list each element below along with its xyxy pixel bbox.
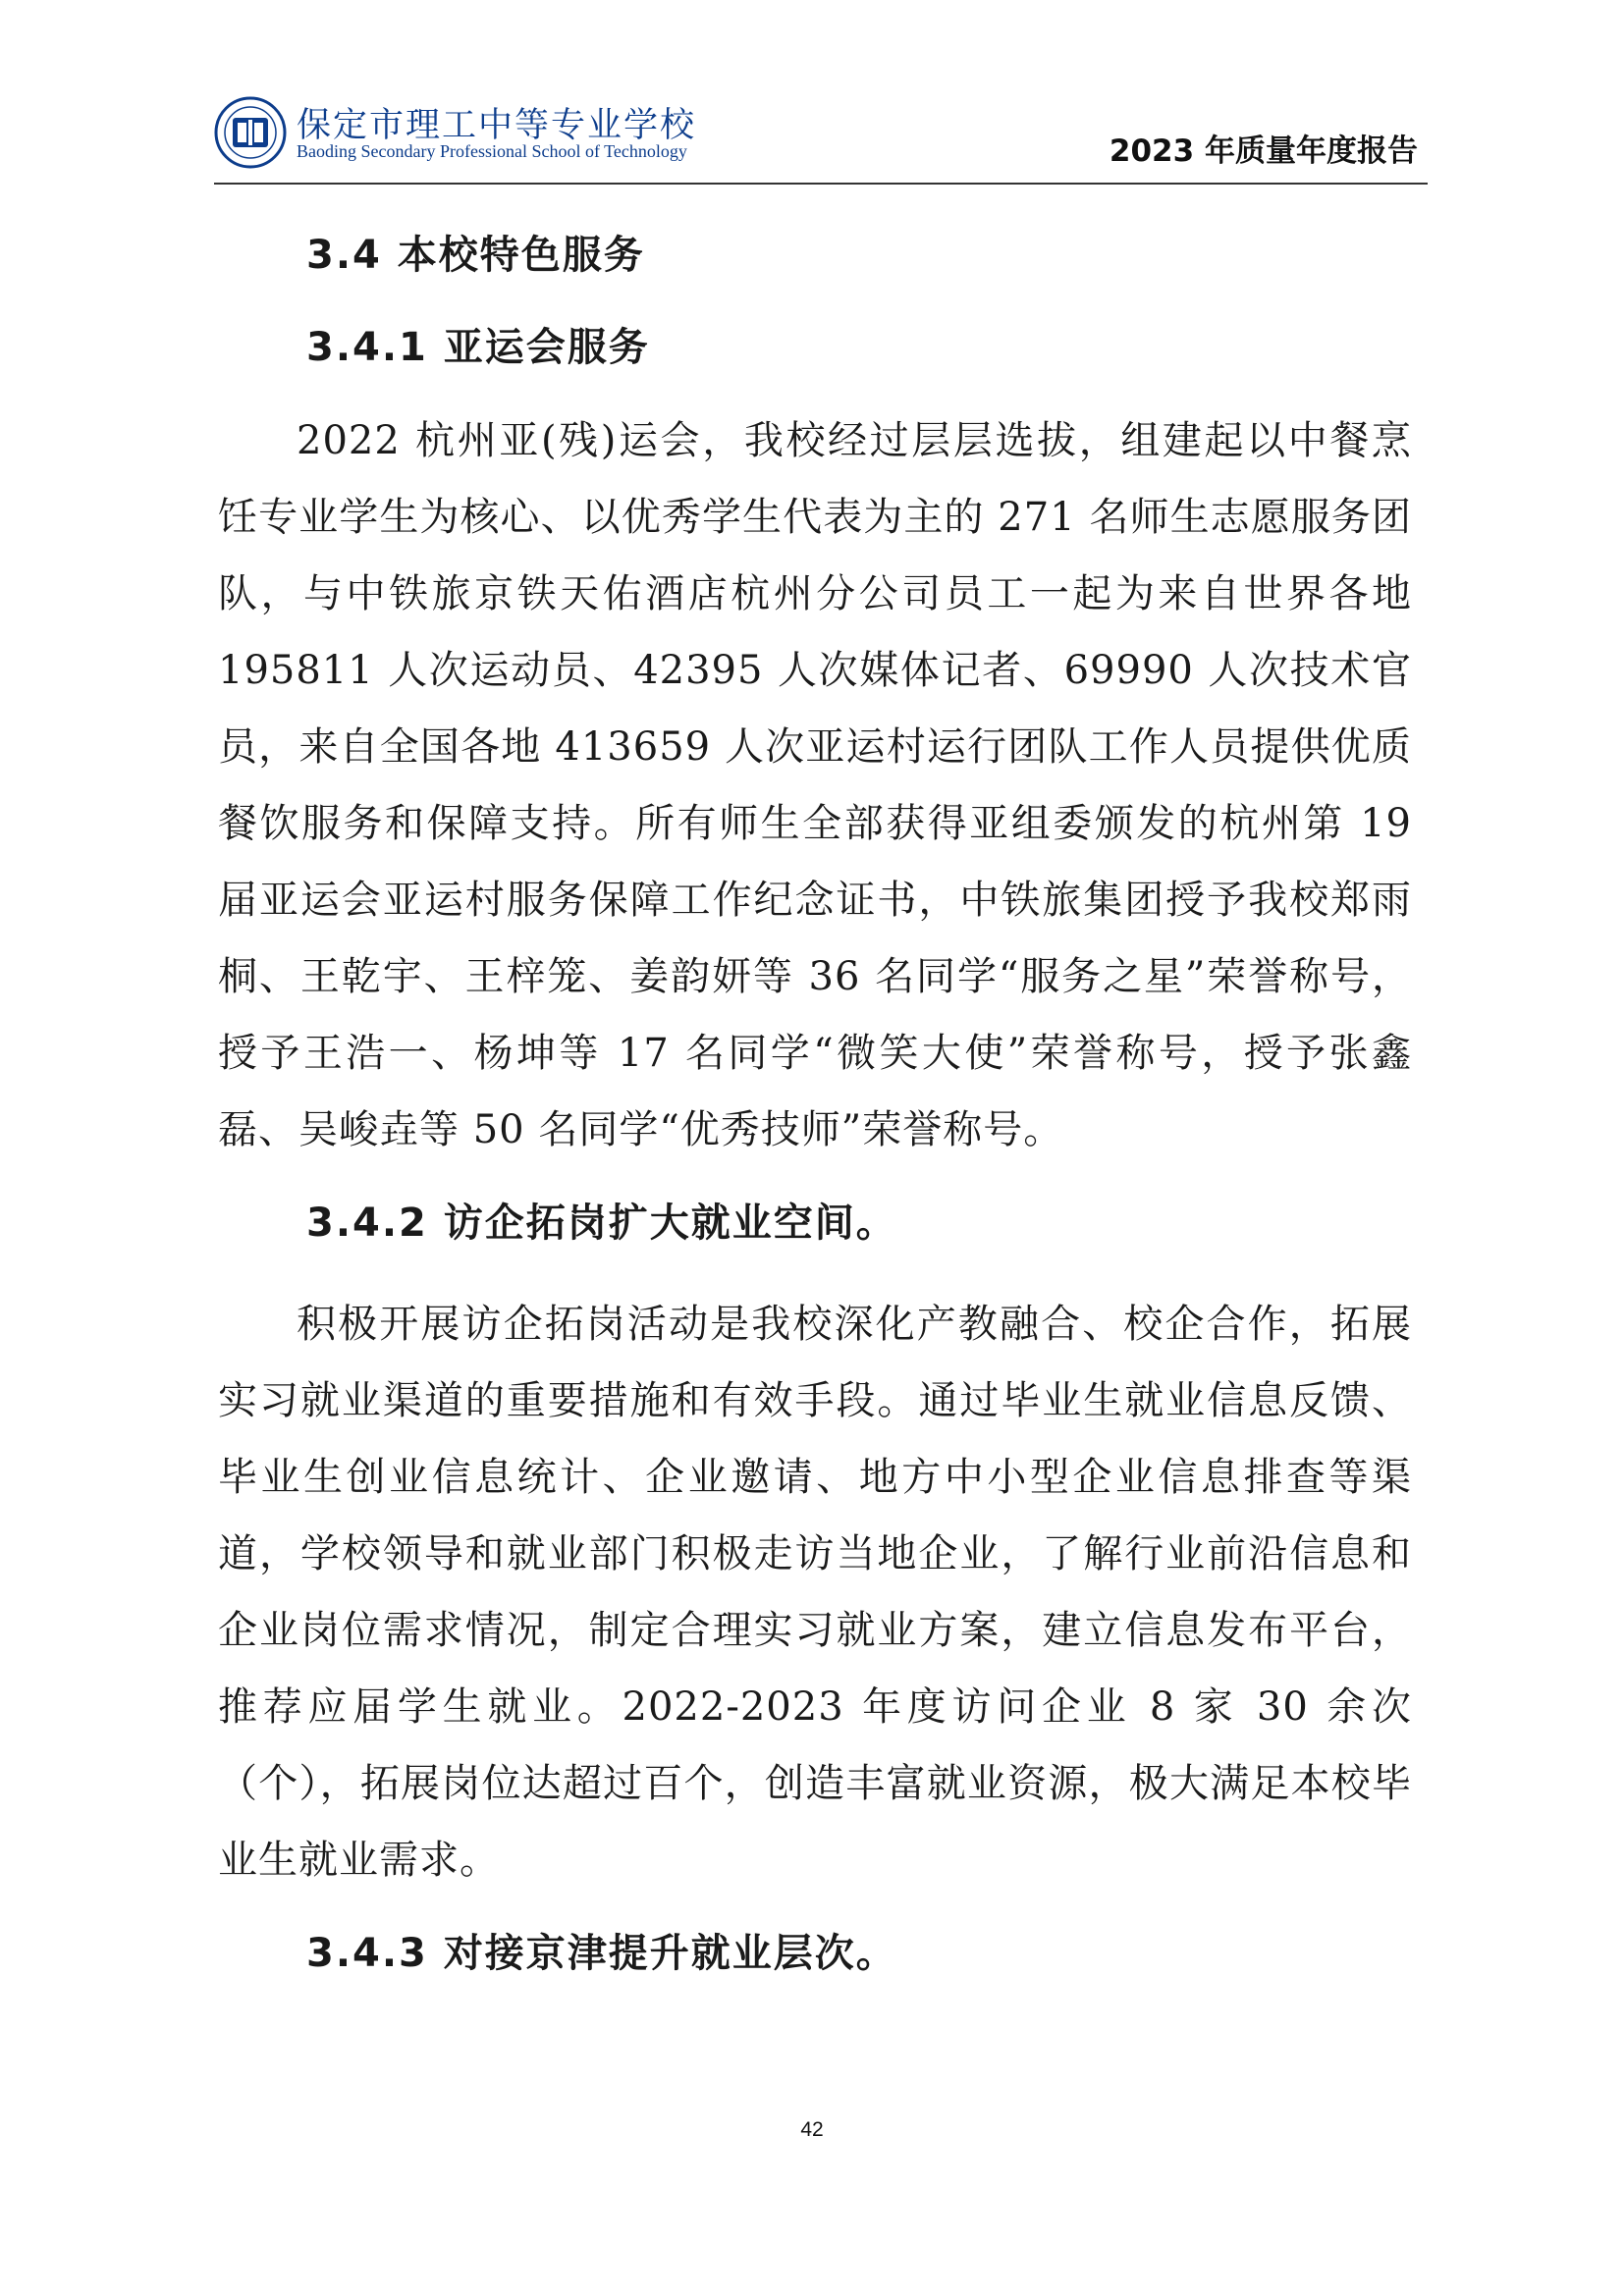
school-name-en: Baoding Secondary Professional School of Technology — [297, 141, 687, 161]
paragraph-enterprise-visits: 积极开展访企拓岗活动是我校深化产教融合、校企合作，拓展实习就业渠道的重要措施和有效手段。通过毕业生就业信息反馈、毕业生创业信息统计、企业邀请、地方中小型企业信息排查等渠道，学校领导和就业部门积极走访当地企业，了解行业前沿信息和企业岗位需求情况，制定合理实习就业方案，建立信息发布平台，推荐应届学生就业。2022-2023 年度访问企业 8 家 30 余次（个），拓展岗位达超过百个，创造丰富就业资源，极大满足本校毕业生就业需求。 — [218, 1302, 1412, 1883]
section-heading-3-4-1: 3.4.1 亚运会服务 — [306, 325, 650, 370]
section-heading-3-4: 3.4 本校特色服务 — [306, 233, 645, 278]
paragraph-asian-games-service: 2022 杭州亚(残)运会，我校经过层层选拔，组建起以中餐烹饪专业学生为核心、以优秀学生代表为主的 271 名师生志愿服务团队，与中铁旅京铁天佑酒店杭州分公司员工一起为来自世界各地 195811 人次运动员、42395 人次媒体记者、69990 人次技术官员，来自全国各地 413659 人次亚运村运行团队工作人员提供优质餐饮服务和保障支持。所有师生全部获得亚组委颁发的杭州第 19 届亚运会亚运村服务保障工作纪念证书，中铁旅集团授予我校郑雨桐、王乾宇、王梓笼、姜韵妍等 36 名同学“服务之星”荣誉称号，授予王浩一、杨坤等 17 名同学“微笑大使”荣誉称号，授予张鑫磊、吴峻垚等 50 名同学“优秀技师”荣誉称号。 — [218, 418, 1412, 1152]
school-name-cn: 保定市理工中等专业学校 — [297, 106, 697, 145]
section-heading-3-4-2: 3.4.2 访企拓岗扩大就业空间。 — [306, 1201, 897, 1246]
school-emblem-icon — [214, 96, 287, 169]
page-header — [214, 90, 1428, 181]
header-divider — [214, 183, 1428, 185]
report-title: 2023 年质量年度报告 — [1109, 133, 1418, 169]
page-content — [218, 206, 1412, 1991]
section-heading-3-4-3: 3.4.3 对接京津提升就业层次。 — [306, 1931, 897, 1976]
page-number: 42 — [800, 2118, 824, 2141]
